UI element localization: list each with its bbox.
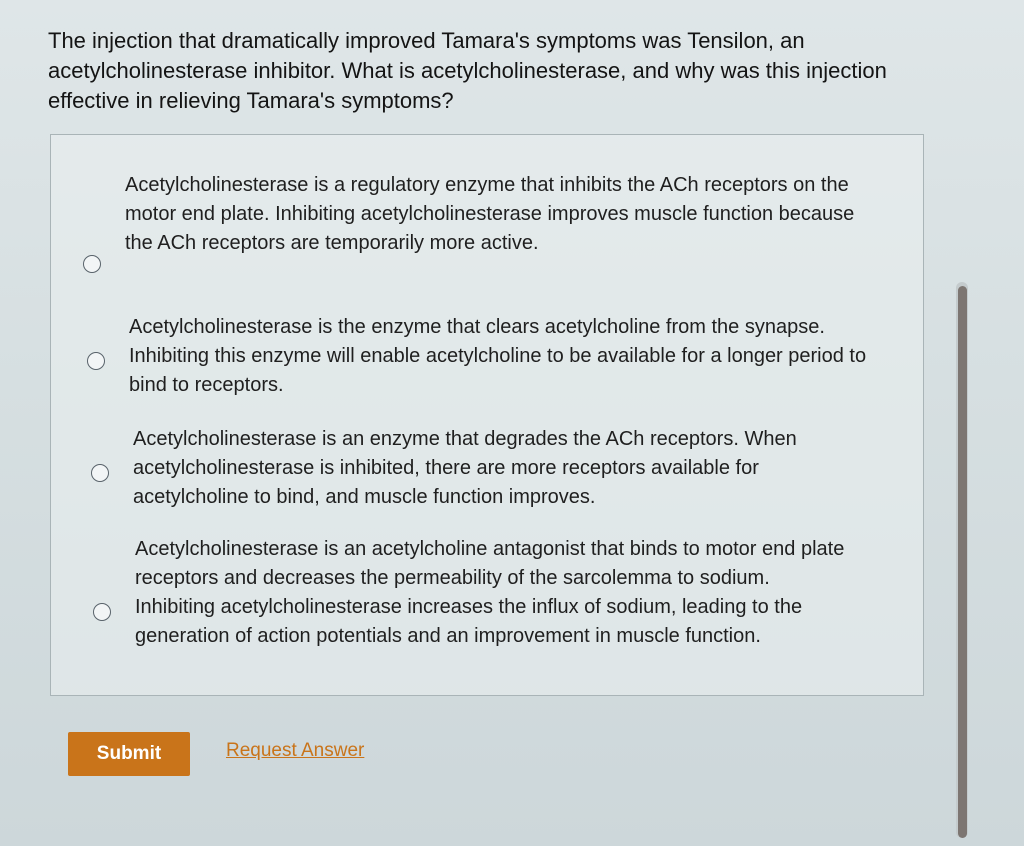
option-1-text[interactable]: Acetylcholinesterase is a regulatory enzyme that inhibits the ACh receptors on the motor end plate. Inhibiting acetylcholinesterase improves muscle function because the ACh receptors are temporarily more active. — [125, 174, 855, 254]
request-answer-link[interactable]: Request Answer — [226, 740, 365, 761]
question-text: The injection that dramatically improved Tamara's symptoms was Tensilon, an acetylcholinesterase inhibitor. What is acetylcholinesterase, and why was this injection effective in relieving Tamara's symptoms? — [48, 28, 887, 113]
answer-options — [50, 134, 924, 696]
submit-button[interactable]: Submit — [68, 732, 190, 776]
radio-button-icon[interactable] — [87, 352, 105, 370]
scrollbar-thumb[interactable] — [958, 286, 967, 838]
radio-button-icon[interactable] — [93, 603, 111, 621]
option-4-text[interactable]: Acetylcholinesterase is an acetylcholine antagonist that binds to motor end plate receptors and decreases the permeability of the sarcolemma to sodium. Inhibiting acetylcholinesterase increases the influx of sodium, leading to the generation of action potentials and an improvement in muscle function. — [135, 538, 845, 647]
option-3-text[interactable]: Acetylcholinesterase is an enzyme that degrades the ACh receptors. When acetylcholinesterase is inhibited, there are more receptors available for acetylcholine to bind, and muscle function improves. — [133, 428, 797, 508]
radio-button-icon[interactable] — [91, 464, 109, 482]
option-2-text[interactable]: Acetylcholinesterase is the enzyme that clears acetylcholine from the synapse. Inhibiting this enzyme will enable acetylcholine to be available for a longer period to bind to receptors. — [129, 316, 867, 396]
radio-button-icon[interactable] — [83, 255, 101, 273]
